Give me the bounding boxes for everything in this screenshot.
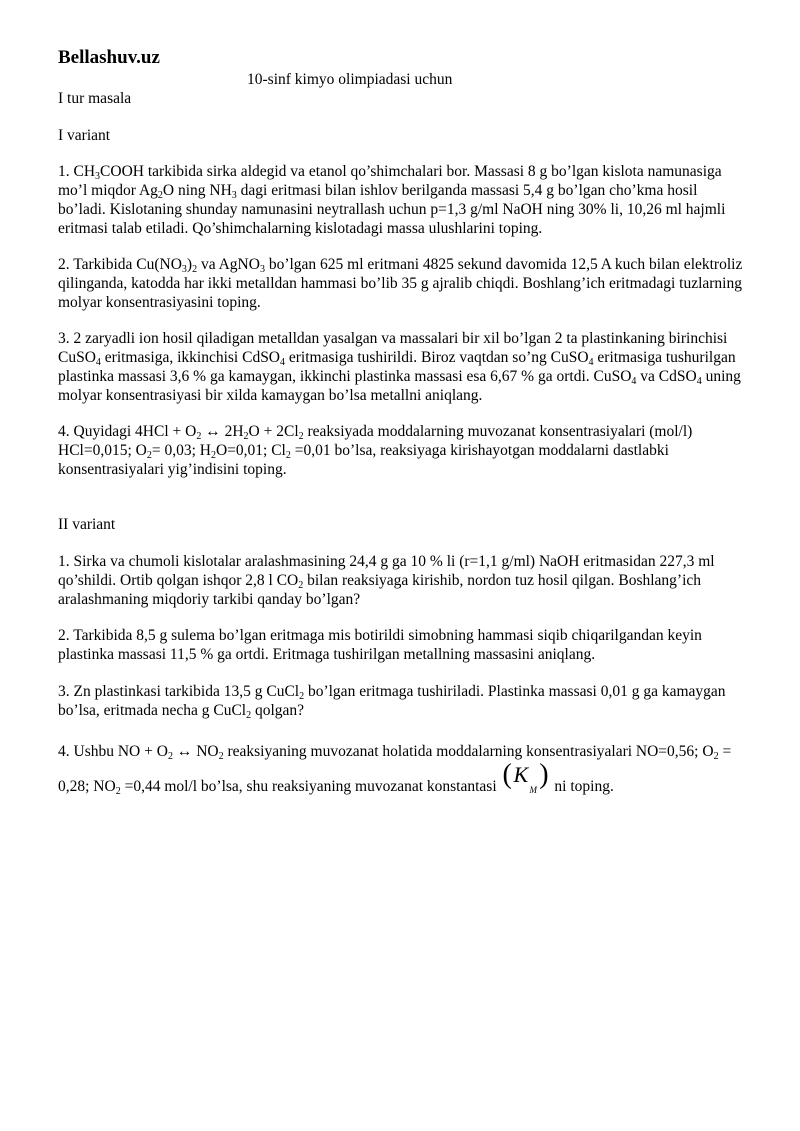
document-subtitle: 10-sinf kimyo olimpiadasi uchun — [247, 71, 453, 88]
equilibrium-constant-formula: ( K M ) — [502, 759, 549, 795]
variant-1-problem-1: 1. $CH_3COOH$ tarkibida sirka aldegid va etanol qo’shimchalari bor. Massasi 8 g bo’lgan kislota namunasiga mo’l miqdor $Ag_2O$ ning $NH_3$ dagi eritmasi bilan ishlov berilganda massasi 5,4 g bo’lgan cho’kma hosil bo’ladi. Kislotaning shunday namunasini neytrallash uchun p=1,3 g/ml NaOH ning 30% li, 10,26 ml hajmli eritmasi talab etiladi. Qo’shimchalarning kislotadagi massa ulushlarini toping. — [58, 163, 726, 237]
variant-2-problem-1: 1. Sirka va chumoli kislotalar aralashmasining 24,4 g ga 10 % li (r=1,1 g/ml) NaOH eritmasidan 227,3 ml qo’shildi. Ortib qolgan ishqor 2,8 l $CO_2$ bilan reaksiyaga kirishib, nordon tuz hosil qilgan. Boshlang’ich aralashmaning miqdoriy tarkibi qanday bo’lgan? — [58, 553, 715, 608]
variant-2-problem-4: 4. Ushbu NO + $O_2$ ↔ $NO_2$ reaksiyaning muvozanat holatida moddalarning konsentrasiyalari NO=0,56; $O_2 = 0,28$; $NO_2 =0,44$ mol/l bo’lsa, shu reaksiyaning muvozanat konstantasi ( K M ) ni toping. — [58, 743, 732, 797]
variant-1-problem-3: 3. 2 zaryadli ion hosil qiladigan metalldan yasalgan va massalari bir xil bo’lgan 2 ta plastinkaning birinchisi CuSO$_4$ eritmasiga, ikkinchisi CdSO$_4$ eritmasiga tushirildi. Biroz vaqtdan so’ng CuSO$_4$ eritmasiga tushurilgan plastinka massasi 3,6 % ga kamaygan, ikkinchi plastinka massasi esa 6,67 % ga ortdi. CuSO$_4$ va CdSO$_4$ uning molyar konsentrasiyasi bir xilda kamaygan bo’lsa metallni aniqlang. — [58, 330, 741, 404]
variant-1-problem-2: 2. Tarkibida $Cu(NO_3)_2$ va AgNO$_3$ bo’lgan 625 ml eritmani 4825 sekund davomida 12,5 A kuch bilan elektroliz qilinganda, katodda har ikki metalldan hammasi bo’lib 35 g ajralib chiqdi. Boshlang’ich eritmadagi tuzlarning molyar konsentrasiyasini toping. — [58, 256, 743, 311]
variant-2-problem-3: 3. Zn plastinkasi tarkibida 13,5 g CuCl$_2$ bo’lgan eritmaga tushiriladi. Plastinka massasi 0,01 g ga kamaygan bo’lsa, eritmada necha g CuCl$_2$ qolgan? — [58, 683, 726, 721]
variant-2-problem-2: 2. Tarkibida 8,5 g sulema bo’lgan eritmaga mis botirildi simobning hammasi siqib chiqarilgandan keyin plastinka massasi 11,5 % ga ortdi. Eritmaga tushirilgan metallning massasini aniqlang. — [58, 627, 702, 663]
variant-1-heading: I variant — [58, 127, 111, 144]
tour-heading: I tur masala — [58, 90, 132, 107]
variant-2-heading: II variant — [58, 516, 116, 533]
variant-1-problem-4: 4. Quyidagi $4HCl + O_2$ ↔ $2H_2O + 2Cl_2$ reaksiyada moddalarning muvozanat konsentrasiyalari (mol/l) HCl=0,015; $O_2= 0,03$; $H_2O=0,01$; $Cl_2 =0,01$ bo’lsa, reaksiyaga kirishayotgan moddalarni dastlabki konsentrasiyalari yig’indisini toping. — [58, 423, 693, 478]
site-title: Bellashuv.uz — [58, 47, 160, 68]
